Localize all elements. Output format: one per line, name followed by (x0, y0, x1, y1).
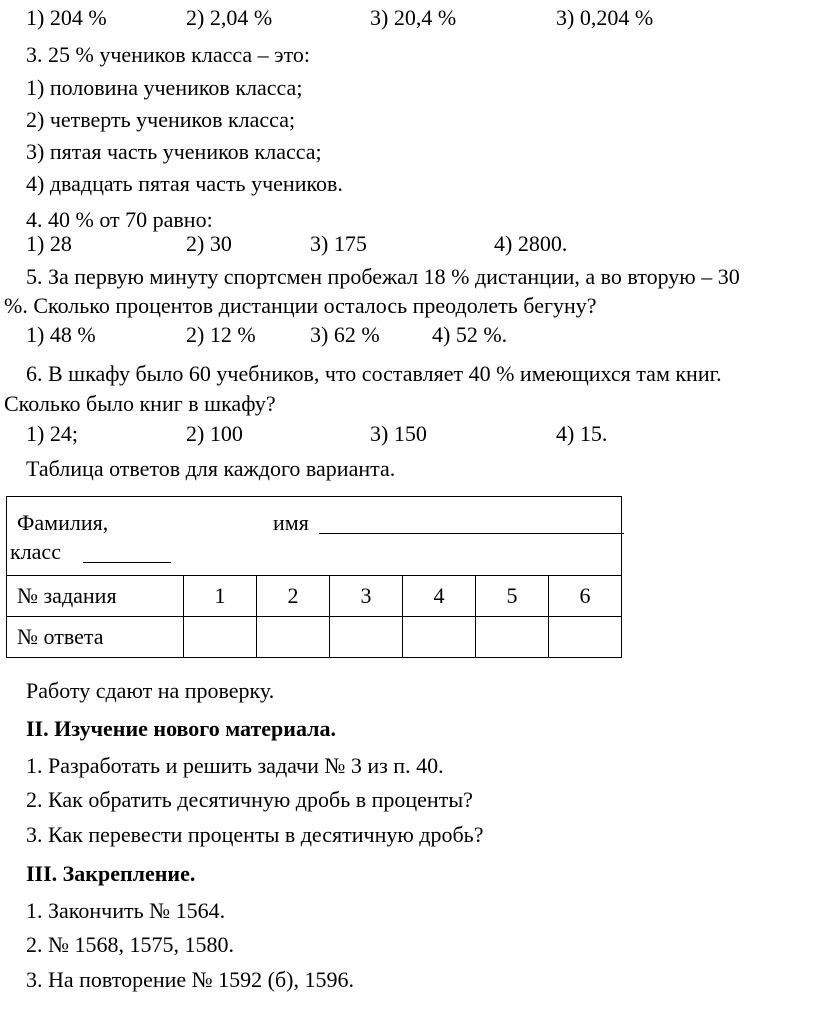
q4-option-4: 4) 2800. (494, 231, 568, 256)
q3-option-2: 2) четверть учеников класса; (26, 107, 296, 132)
q5-option-3: 3) 62 % (310, 322, 380, 347)
q4-option-3: 3) 175 (310, 231, 367, 256)
q3-option-1: 1) половина учеников класса; (26, 75, 303, 100)
q3-option-3: 3) пятая часть учеников класса; (26, 139, 322, 164)
q2-option-4: 3) 0,204 % (556, 5, 654, 30)
answer-number-row (7, 617, 622, 658)
q5-option-4: 4) 52 %. (432, 322, 508, 347)
q6-option-1: 1) 24; (26, 421, 78, 446)
class-label: класс (10, 539, 61, 564)
answer-cell (330, 617, 403, 658)
task-number-cell: 5 (476, 576, 549, 617)
section-3-item-3: 3. На повторение № 1592 (б), 1596. (26, 967, 355, 992)
q5-text-line-2: %. Сколько процентов дистанции осталось преодолеть бегуну? (4, 293, 597, 318)
task-number-cell: 6 (549, 576, 622, 617)
student-info-cell (7, 497, 622, 576)
task-number-cell: 1 (184, 576, 257, 617)
answer-table (6, 496, 622, 658)
name-blank-line (319, 533, 624, 534)
q3-option-4: 4) двадцать пятая часть учеников. (26, 171, 343, 196)
q4-option-2: 2) 30 (186, 231, 232, 256)
section-3-heading: III. Закрепление. (26, 861, 196, 886)
q3-title: 3. 25 % учеников класса – это: (26, 42, 311, 67)
q2-option-1: 1) 204 % (26, 5, 107, 30)
q2-option-3: 3) 20,4 % (370, 5, 457, 30)
task-row-label: № задания (7, 576, 184, 617)
task-number-cell: 3 (330, 576, 403, 617)
section-3-item-1: 1. Закончить № 1564. (26, 898, 226, 923)
answer-row-label: № ответа (7, 617, 184, 658)
q4-title: 4. 40 % от 70 равно: (26, 207, 213, 232)
class-blank-line (83, 562, 171, 563)
table-header-row (7, 497, 622, 576)
section-2-item-3: 3. Как перевести проценты в десятичную дробь? (26, 822, 484, 847)
section-2-item-2: 2. Как обратить десятичную дробь в проценты? (26, 787, 473, 812)
q5-option-2: 2) 12 % (186, 322, 256, 347)
q6-text-line-1: 6. В шкафу было 60 учебников, что составляет 40 % имеющихся там книг. (26, 361, 722, 386)
section-3-item-2: 2. № 1568, 1575, 1580. (26, 932, 234, 957)
submit-note: Работу сдают на проверку. (26, 678, 275, 703)
answer-cell (476, 617, 549, 658)
q5-option-1: 1) 48 % (26, 322, 96, 347)
q6-option-3: 3) 150 (370, 421, 427, 446)
q5-text-line-1: 5. За первую минуту спортсмен пробежал 18 % дистанции, а во вторую – 30 (26, 264, 740, 289)
q2-option-2: 2) 2,04 % (186, 5, 273, 30)
section-2-heading: II. Изучение нового материала. (26, 716, 336, 741)
name-label: имя (273, 510, 309, 535)
task-number-cell: 2 (257, 576, 330, 617)
q4-option-1: 1) 28 (26, 231, 72, 256)
answer-cell (257, 617, 330, 658)
answer-cell (403, 617, 476, 658)
task-number-cell: 4 (403, 576, 476, 617)
surname-label: Фамилия, (17, 510, 109, 535)
q6-option-2: 2) 100 (186, 421, 243, 446)
section-2-item-1: 1. Разработать и решить задачи № 3 из п. 40. (26, 753, 444, 778)
task-number-row (7, 576, 622, 617)
q6-option-4: 4) 15. (556, 421, 608, 446)
answer-cell (549, 617, 622, 658)
table-caption: Таблица ответов для каждого варианта. (26, 456, 396, 481)
answer-cell (184, 617, 257, 658)
q6-text-line-2: Сколько было книг в шкафу? (4, 391, 276, 416)
